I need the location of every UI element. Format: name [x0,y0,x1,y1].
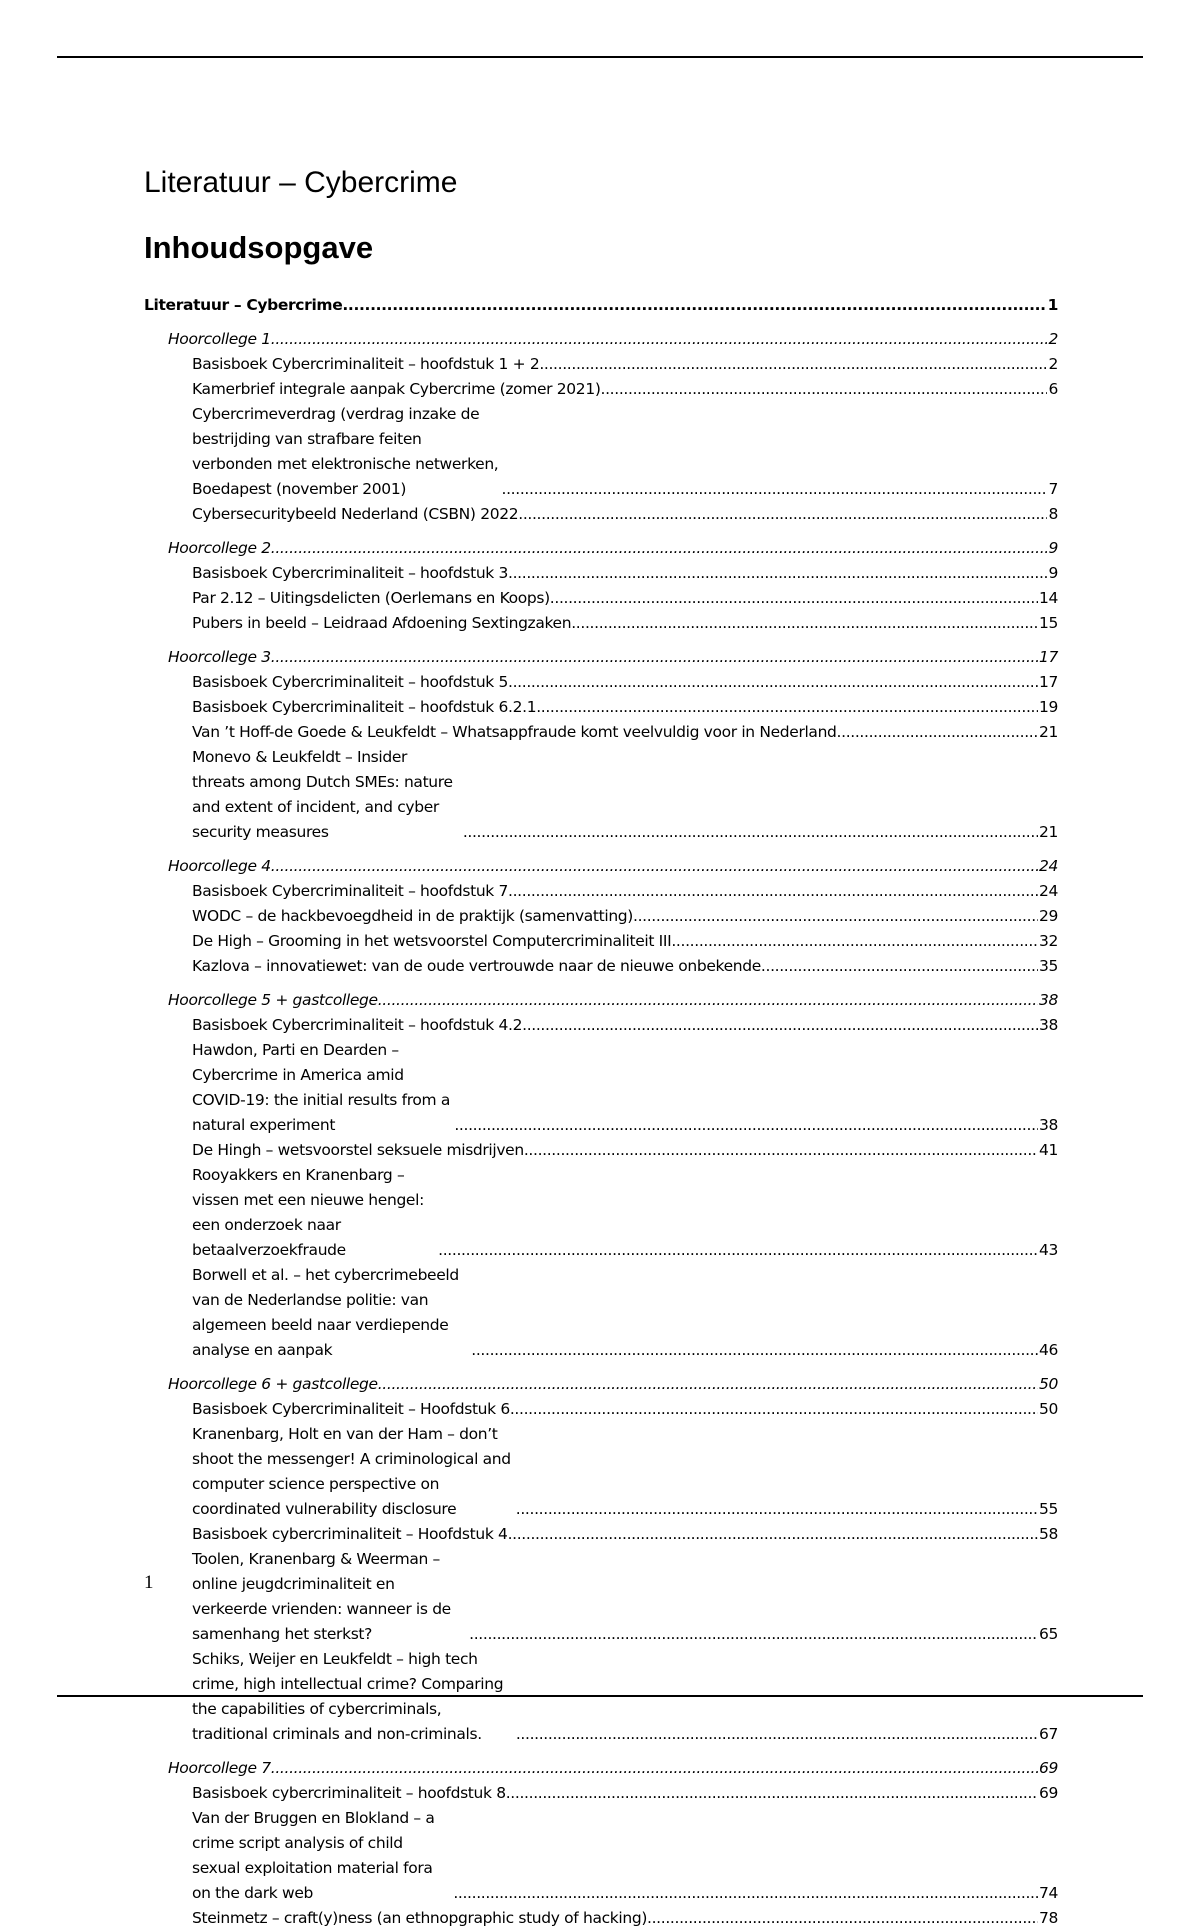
toc-heading: Inhoudsopgave [144,230,374,265]
toc-entry-text: Basisboek Cybercriminaliteit – Hoofdstuk 6 [192,1400,510,1418]
toc-dot-leader [550,586,1038,611]
toc-entry-text: Kranenbarg, Holt en van der Ham – don’t shoot the messenger! A criminological and computer science perspective on coordinated vulnerability disclosure [192,1425,511,1518]
toc-entry-page: 38 [1038,1116,1058,1134]
toc-entry-page: 19 [1038,698,1058,716]
toc-entry-text: De Hingh – wetsvoorstel seksuele misdrijven [192,1141,524,1159]
toc-dot-leader [539,352,1047,377]
toc-entry-page: 21 [1038,823,1058,841]
toc-entry-text: Schiks, Weijer en Leukfeldt – high tech crime, high intellectual crime? Comparing the capabilities of cybercriminals, traditional criminals and non-criminals. [192,1650,504,1743]
toc-entry[interactable] [144,502,1058,527]
toc-dot-leader [837,720,1038,745]
toc-entry-page: 9 [1048,539,1058,557]
page-number: 1 [144,1572,154,1593]
toc-entry[interactable] [144,1038,1058,1138]
toc-dot-leader [453,1881,1038,1906]
toc-dot-leader [502,477,1048,502]
toc-entry-text: Hoorcollege 2 [168,539,271,557]
toc-entry-page: 6 [1048,380,1058,398]
toc-dot-leader [378,1372,1038,1397]
toc-entry[interactable] [144,954,1058,979]
toc-entry-text: Cybersecuritybeeld Nederland (CSBN) 2022 [192,505,519,523]
toc-section-entry[interactable] [144,645,1058,670]
toc-entry-text: Kamerbrief integrale aanpak Cybercrime (zomer 2021) [192,380,601,398]
toc-entry[interactable] [144,1163,1058,1263]
toc-dot-leader [633,904,1038,929]
toc-dot-leader [601,377,1048,402]
document-title: Literatuur – Cybercrime [144,166,458,199]
toc-entry-page: 41 [1038,1141,1058,1159]
toc-entry-text: Basisboek Cybercriminaliteit – hoofdstuk 7 [192,882,509,900]
toc-entry[interactable] [144,1013,1058,1038]
toc-entry-text: Toolen, Kranenbarg & Weerman – online jeugdcriminaliteit en verkeerde vrienden: wanneer is de samenhang het sterkst? [192,1550,451,1643]
toc-entry[interactable] [144,879,1058,904]
toc-entry-text: Basisboek Cybercriminaliteit – hoofdstuk 1 + 2 [192,355,540,373]
header-rule [57,56,1143,58]
toc-entry[interactable] [144,586,1058,611]
toc-entry-text: Hoorcollege 7 [168,1759,271,1777]
toc-entry[interactable] [144,1397,1058,1422]
toc-entry-page: 65 [1038,1625,1058,1643]
toc-entry-text: Hoorcollege 6 + gastcollege [168,1375,378,1393]
toc-entry-text: Basisboek Cybercriminaliteit – hoofdstuk 5 [192,673,509,691]
toc-section-entry[interactable] [144,536,1058,561]
toc-section-entry[interactable] [144,327,1058,352]
toc-entry[interactable] [144,1138,1058,1163]
toc-dot-leader [508,1522,1038,1547]
toc-dot-leader [510,1397,1038,1422]
toc-entry-text: Pubers in beeld – Leidraad Afdoening Sextingzaken [192,614,572,632]
toc-entry-page: 1 [1047,296,1058,314]
toc-entry[interactable] [144,1906,1058,1931]
toc-entry-page: 38 [1038,1016,1058,1034]
toc-dot-leader [342,293,1046,318]
toc-entry-page: 24 [1038,857,1058,875]
toc-entry-page: 78 [1038,1909,1058,1927]
toc-entry-text: Hoorcollege 3 [168,648,271,666]
toc-entry[interactable] [144,1422,1058,1522]
footer-rule [57,1695,1143,1697]
toc-entry-text: Basisboek Cybercriminaliteit – hoofdstuk 3 [192,564,509,582]
toc-entry-page: 29 [1038,907,1058,925]
toc-dot-leader [438,1238,1038,1263]
toc-dot-leader [271,645,1038,670]
toc-entry-text: Basisboek Cybercriminaliteit – hoofdstuk 6.2.1 [192,698,537,716]
toc-entry[interactable] [144,745,1058,845]
toc-entry-text: Par 2.12 – Uitingsdelicten (Oerlemans en Koops) [192,589,550,607]
toc-entry-page: 2 [1048,330,1058,348]
toc-entry-text: Basisboek cybercriminaliteit – hoofdstuk 8 [192,1784,506,1802]
toc-entry[interactable] [144,670,1058,695]
toc-title-entry[interactable] [144,293,1058,318]
toc-dot-leader [471,1338,1038,1363]
toc-entry-page: 21 [1038,723,1058,741]
toc-entry-text: Rooyakkers en Kranenbarg – vissen met een nieuwe hengel: een onderzoek naar betaalverzoekfraude [192,1166,424,1259]
toc-entry[interactable] [144,904,1058,929]
toc-entry[interactable] [144,1647,1058,1747]
toc-entry-page: 17 [1038,648,1058,666]
toc-entry-text: Hawdon, Parti en Dearden – Cybercrime in America amid COVID-19: the initial results from a natural experiment [192,1041,450,1134]
toc-dot-leader [536,695,1038,720]
toc-section-entry[interactable] [144,1372,1058,1397]
toc-entry-page: 9 [1048,564,1058,582]
toc-dot-leader [506,1781,1038,1806]
toc-dot-leader [271,1756,1038,1781]
toc-entry[interactable] [144,402,1058,502]
toc-dot-leader [271,854,1038,879]
toc-dot-leader [508,879,1038,904]
toc-entry-text: Borwell et al. – het cybercrimebeeld van de Nederlandse politie: van algemeen beeld naar verdiepende analyse en aanpak [192,1266,459,1359]
toc-entry[interactable] [144,561,1058,586]
toc-dot-leader [378,988,1038,1013]
toc-dot-leader [524,1138,1038,1163]
toc-entry-page: 38 [1038,991,1058,1009]
toc-dot-leader [508,561,1047,586]
toc-dot-leader [271,536,1048,561]
toc-entry-page: 2 [1048,355,1058,373]
toc-dot-leader [463,820,1038,845]
toc-entry-page: 58 [1038,1525,1058,1543]
toc-entry-text: Hoorcollege 1 [168,330,271,348]
toc-entry-page: 67 [1038,1725,1058,1743]
toc-dot-leader [516,1497,1038,1522]
toc-entry-text: Basisboek Cybercriminaliteit – hoofdstuk 4.2 [192,1016,523,1034]
toc-entry-page: 74 [1038,1884,1058,1902]
toc-entry[interactable] [144,1522,1058,1547]
toc-dot-leader [647,1906,1038,1931]
toc-entry-page: 32 [1038,932,1058,950]
toc-entry-page: 17 [1038,673,1058,691]
toc-entry-page: 50 [1038,1375,1058,1393]
toc-entry[interactable] [144,611,1058,636]
toc-entry-page: 55 [1038,1500,1058,1518]
toc-entry-text: Van der Bruggen en Blokland – a crime script analysis of child sexual exploitation material fora on the dark web [192,1809,435,1902]
toc-dot-leader [518,502,1047,527]
table-of-contents [144,293,1058,1931]
toc-entry[interactable] [144,377,1058,402]
toc-entry[interactable] [144,1781,1058,1806]
toc-entry-page: 7 [1048,480,1058,498]
toc-entry[interactable] [144,929,1058,954]
toc-entry-page: 43 [1038,1241,1058,1259]
toc-entry-text: Steinmetz – craft(y)ness (an ethnopgraphic study of hacking) [192,1909,648,1927]
toc-entry-text: Kazlova – innovatiewet: van de oude vertrouwde naar de nieuwe onbekende [192,957,761,975]
toc-dot-leader [761,954,1038,979]
toc-dot-leader [271,327,1048,352]
toc-dot-leader [454,1113,1038,1138]
toc-dot-leader [571,611,1038,636]
toc-entry-text: Van ’t Hoff-de Goede & Leukfeldt – Whatsappfraude komt veelvuldig voor in Nederland [192,723,837,741]
toc-entry-page: 46 [1038,1341,1058,1359]
toc-entry[interactable] [144,695,1058,720]
toc-section-entry[interactable] [144,854,1058,879]
toc-entry[interactable] [144,1263,1058,1363]
toc-dot-leader [469,1622,1038,1647]
toc-entry-text: Monevo & Leukfeldt – Insider threats among Dutch SMEs: nature and extent of incident, and cyber security measures [192,748,453,841]
toc-dot-leader [671,929,1038,954]
toc-entry[interactable] [144,720,1058,745]
toc-entry[interactable] [144,352,1058,377]
toc-entry-text: Literatuur – Cybercrime [144,296,343,314]
toc-section-entry[interactable] [144,1756,1058,1781]
toc-entry-page: 24 [1038,882,1058,900]
toc-entry-text: Cybercrimeverdrag (verdrag inzake de bestrijding van strafbare feiten verbonden met elektronische netwerken, Boedapest (november 2001) [192,405,499,498]
toc-entry-text: Basisboek cybercriminaliteit – Hoofdstuk 4 [192,1525,508,1543]
toc-entry-text: Hoorcollege 5 + gastcollege [168,991,378,1009]
toc-entry-page: 14 [1038,589,1058,607]
toc-entry-page: 50 [1038,1400,1058,1418]
toc-entry-page: 8 [1048,505,1058,523]
toc-entry-page: 15 [1038,614,1058,632]
toc-dot-leader [516,1722,1038,1747]
toc-entry[interactable] [144,1547,1058,1647]
toc-entry[interactable] [144,1806,1058,1906]
toc-entry-page: 69 [1038,1784,1058,1802]
toc-entry-text: De High – Grooming in het wetsvoorstel Computercriminaliteit III [192,932,672,950]
toc-entry-text: Hoorcollege 4 [168,857,271,875]
toc-dot-leader [522,1013,1038,1038]
toc-section-entry[interactable] [144,988,1058,1013]
toc-entry-text: WODC – de hackbevoegdheid in de praktijk (samenvatting) [192,907,633,925]
toc-dot-leader [508,670,1038,695]
toc-entry-page: 69 [1038,1759,1058,1777]
toc-entry-page: 35 [1038,957,1058,975]
